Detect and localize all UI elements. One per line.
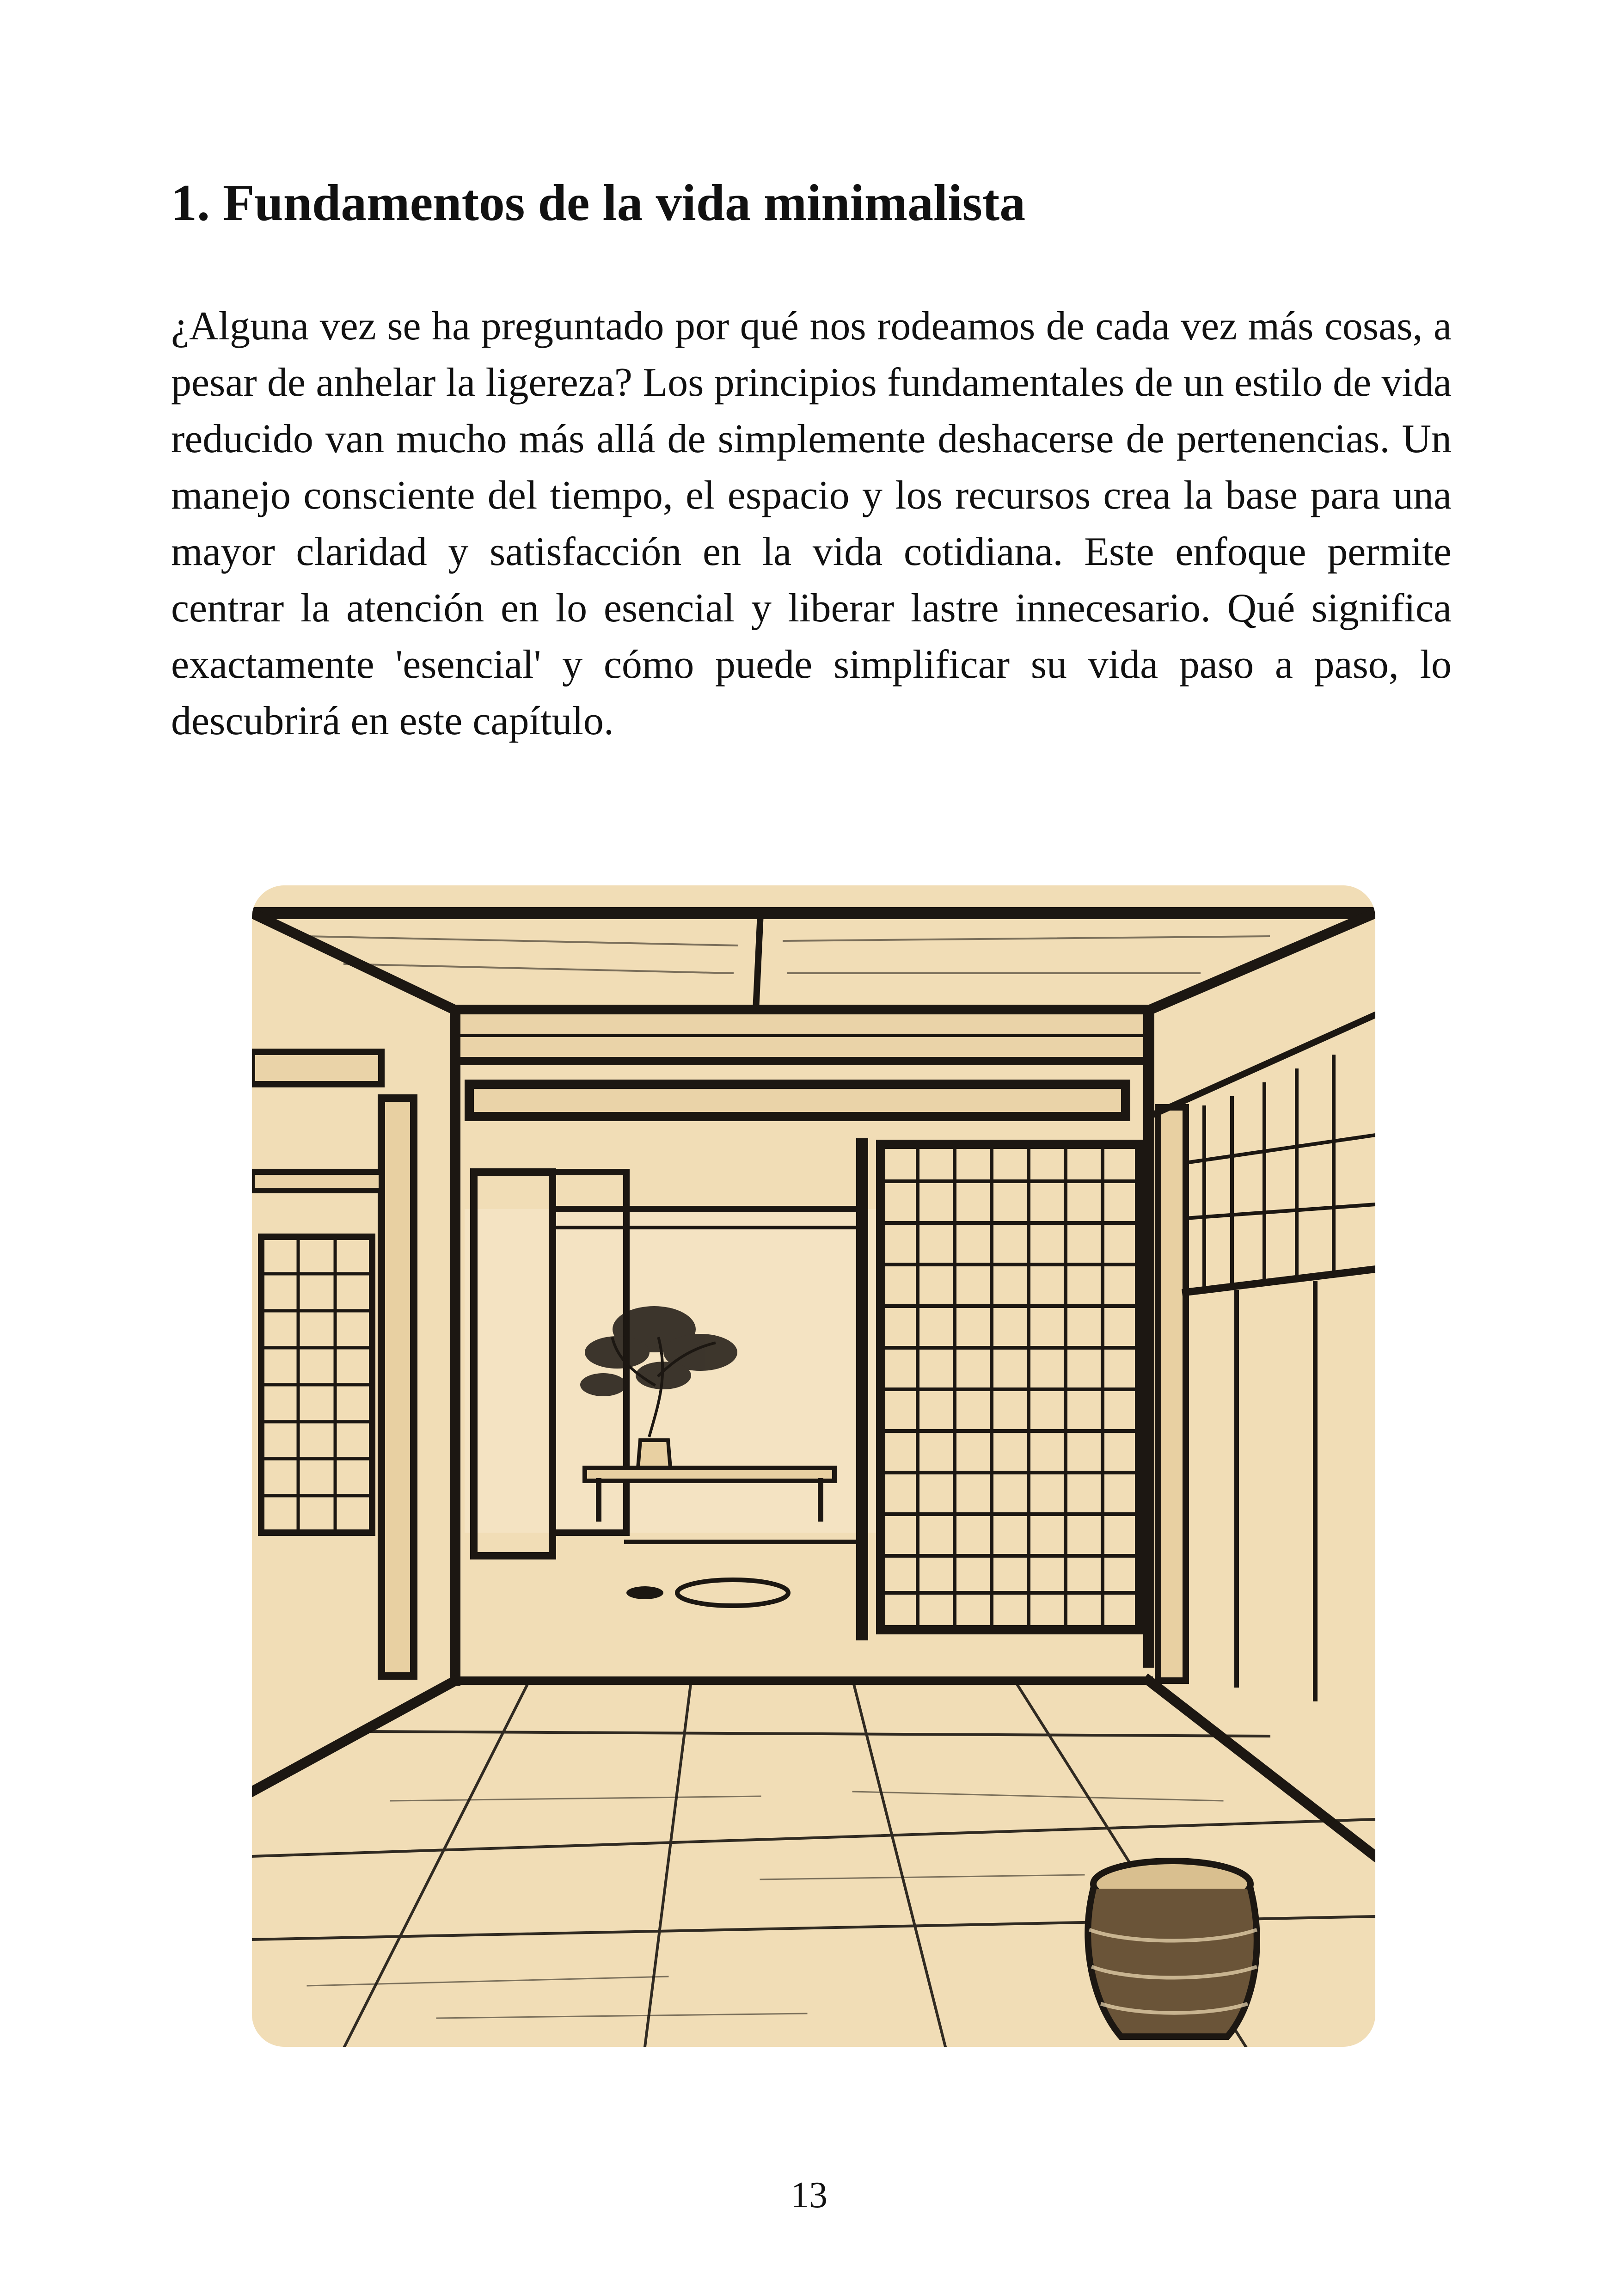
page-number: 13: [791, 2175, 827, 2216]
japanese-room-illustration: [252, 885, 1375, 2047]
room-drawing: [252, 885, 1375, 2047]
chapter-title: 1. Fundamentos de la vida minimalista: [171, 174, 1026, 232]
intro-paragraph: ¿Alguna vez se ha preguntado por qué nos rodeamos de cada vez más cosas, a pesar de anhelar la ligereza? Los principios fundamentales de un estilo de vida reducido van mucho más allá de simplemente deshacerse de pertenencias. Un manejo consciente del tiempo, el espacio y los recursos crea la base para una mayor claridad y satisfacción en la vida cotidiana. Este enfoque permite centrar la atención en lo esencial y liberar lastre innecesario. Qué significa exactamente 'esencial' y cómo puede simplificar su vida paso a paso, lo descubrirá en este capítulo.: [171, 304, 1452, 743]
